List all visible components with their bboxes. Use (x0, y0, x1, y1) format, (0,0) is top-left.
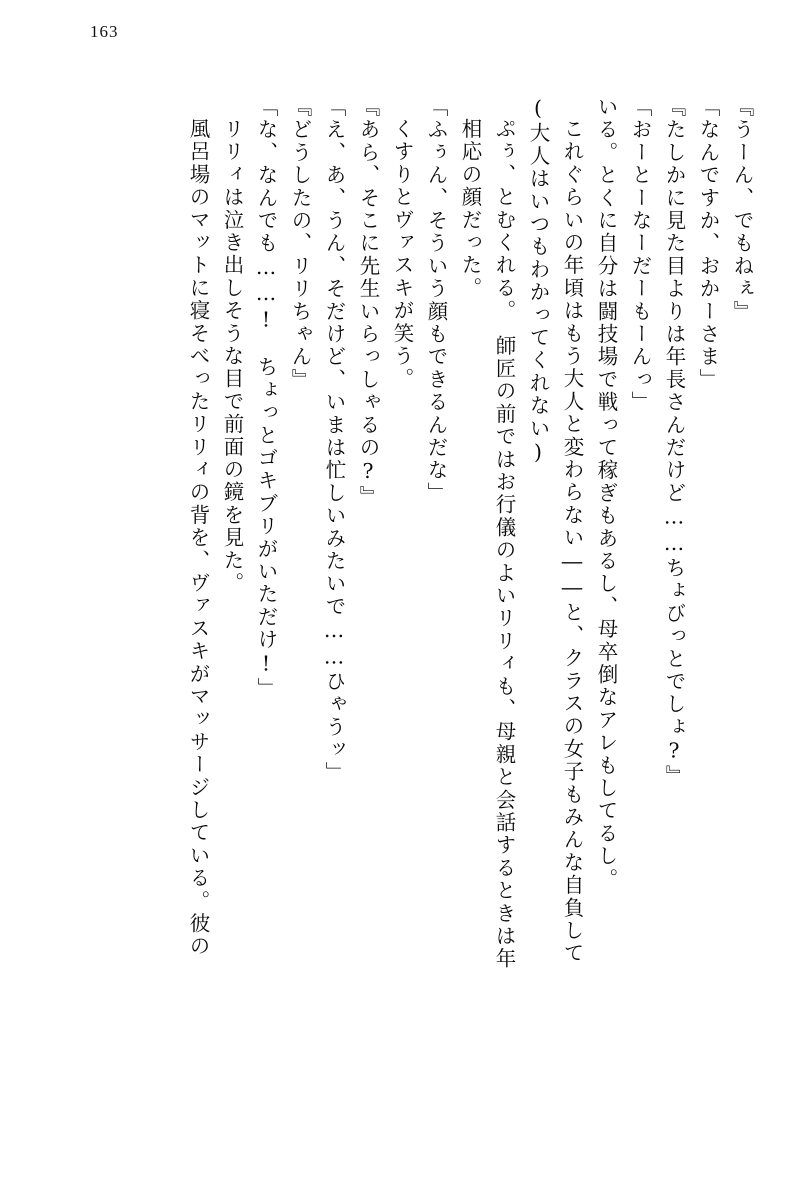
page-number: 163 (90, 22, 119, 41)
text-line: (大人はいつもわかってくれない) (526, 96, 550, 467)
text-line: 「ふぅん、そういう顔もできるんだな」 (424, 96, 448, 505)
text-line: 相応の顔だった。 (458, 118, 482, 300)
text-line: 「え、あ、うん、そだけど、いまは忙しいみたいで……ひゃうッ」 (322, 96, 346, 784)
text-line: くすりとヴァスキが笑う。 (390, 118, 414, 391)
text-line: 『たしかに見た目よりは年長さんだけど……ちょびっとでしょ?』 (662, 96, 686, 788)
text-line: 風呂場のマットに寝そべったリリィの背を、ヴァスキがマッサージしている。彼の (186, 118, 210, 958)
text-line: リリィは泣き出しそうな目で前面の鏡を見た。 (220, 118, 244, 595)
text-line: 『うーん、でもねぇ』 (730, 96, 754, 323)
vertical-text-body (48, 96, 752, 1156)
text-line: 「なんですか、おかーさま」 (696, 96, 720, 392)
text-line: 「おーとーなーだーもーんっ」 (628, 96, 652, 414)
text-line: 『あら、そこに先生いらっしゃるの?』 (356, 96, 380, 509)
text-line: これぐらいの年頃はもう大人と変わらない――と、クラスの女子もみんな自負して (560, 118, 584, 965)
text-line: ぷぅ、とむくれる。 師匠の前ではお行儀のよいリリィも、母親と会話するときは年 (492, 118, 516, 971)
text-line: いる。とくに自分は闘技場で戦って稼ぎもあるし、母卒倒なアレもしてるし。 (594, 96, 618, 891)
text-line: 『どうしたの、リリちゃん』 (288, 96, 312, 392)
text-line: 「な、なんでも……! ちょっとゴキブリがいただけ!」 (254, 96, 278, 701)
